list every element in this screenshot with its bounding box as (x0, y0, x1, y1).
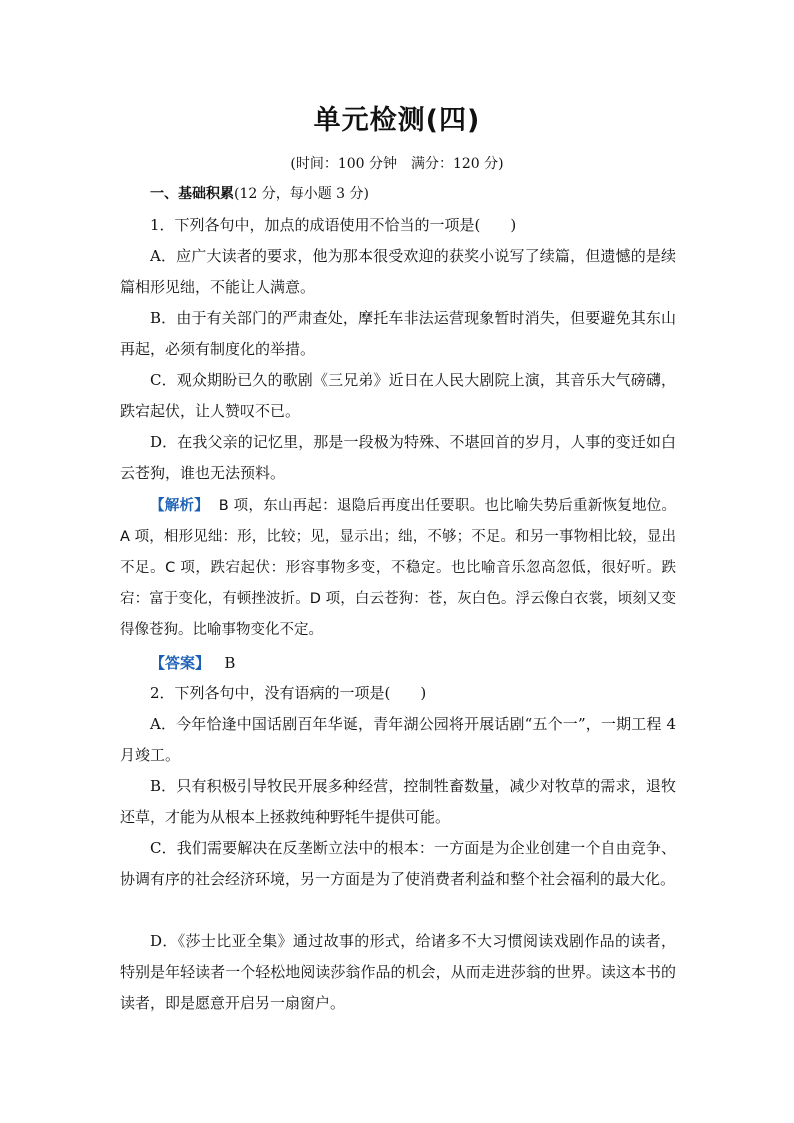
analysis-tag: 【解析】 (150, 498, 210, 514)
question-2-option-b: B．只有积极引导牧民开展多种经营，控制牲畜数量，减少对牧草的需求，退牧还草，才能为从根本上拯救纯种野牦牛提供可能。 (120, 777, 676, 826)
page-title: 单元检测(四) (313, 105, 481, 136)
section-title: 一、基础积累 (150, 186, 234, 202)
question-1-option-b: B．由于有关部门的严肃查处，摩托车非法运营现象暂时消失，但要避免其东山再起，必须有制度化的举措。 (120, 309, 676, 358)
question-1-analysis (120, 491, 676, 646)
question-2-option-c: C．我们需要解决在反垄断立法中的根本：一方面是为企业创建一个自由竞争、协调有序的社会经济环境，另一方面是为了使消费者利益和整个社会福利的最大化。 (120, 839, 676, 888)
question-2-stem: 2．下列各句中，没有语病的一项是( ) (150, 684, 427, 702)
question-1-option-c: C．观众期盼已久的歌剧《三兄弟》近日在人民大剧院上演，其音乐大气磅礴，跌宕起伏，让人赞叹不已。 (120, 371, 676, 420)
section-detail: (12 分，每小题 3 分) (234, 186, 369, 202)
analysis-text: B 项，东山再起：退隐后再度出任要职。也比喻失势后重新恢复地位。A 项，相形见绌：形，比较；见，显示出；绌，不够；不足。和另一事物相比较，显出不足。C 项，跌宕起伏：形容事物多变，不稳定。也比喻音乐忽高忽低，很好听。跌宕：富于变化，有顿挫波折。D 项，白云苍狗：苍，灰白色。浮云像白衣裳，顷刻又变得像苍狗。比喻事物变化不定。 (120, 498, 677, 638)
question-1-answer (150, 648, 235, 679)
answer-value: B (224, 654, 236, 672)
section-heading (150, 183, 369, 203)
question-1-stem: 1．下列各句中，加点的成语使用不恰当的一项是( ) (150, 216, 517, 234)
exam-info: (时间：100 分钟 满分：120 分) (290, 156, 504, 172)
question-2-option-d: D．《莎士比亚全集》通过故事的形式，给诸多不大习惯阅读戏剧作品的读者，特别是年轻读者一个轻松地阅读莎翁作品的机会，从而走进莎翁的世界。读这本书的读者，即是愿意开启另一扇窗户。 (120, 932, 676, 1012)
question-2-option-a: A．今年恰逢中国话剧百年华诞，青年湖公园将开展话剧“五个一”，一期工程 4 月竣工。 (120, 715, 676, 764)
question-1-option-d: D．在我父亲的记忆里，那是一段极为特殊、不堪回首的岁月，人事的变迁如白云苍狗，谁也无法预料。 (120, 433, 676, 482)
answer-tag: 【答案】 (150, 654, 211, 672)
question-1-option-a: A．应广大读者的要求，他为那本很受欢迎的获奖小说写了续篇，但遗憾的是续篇相形见绌，不能让人满意。 (120, 247, 676, 296)
